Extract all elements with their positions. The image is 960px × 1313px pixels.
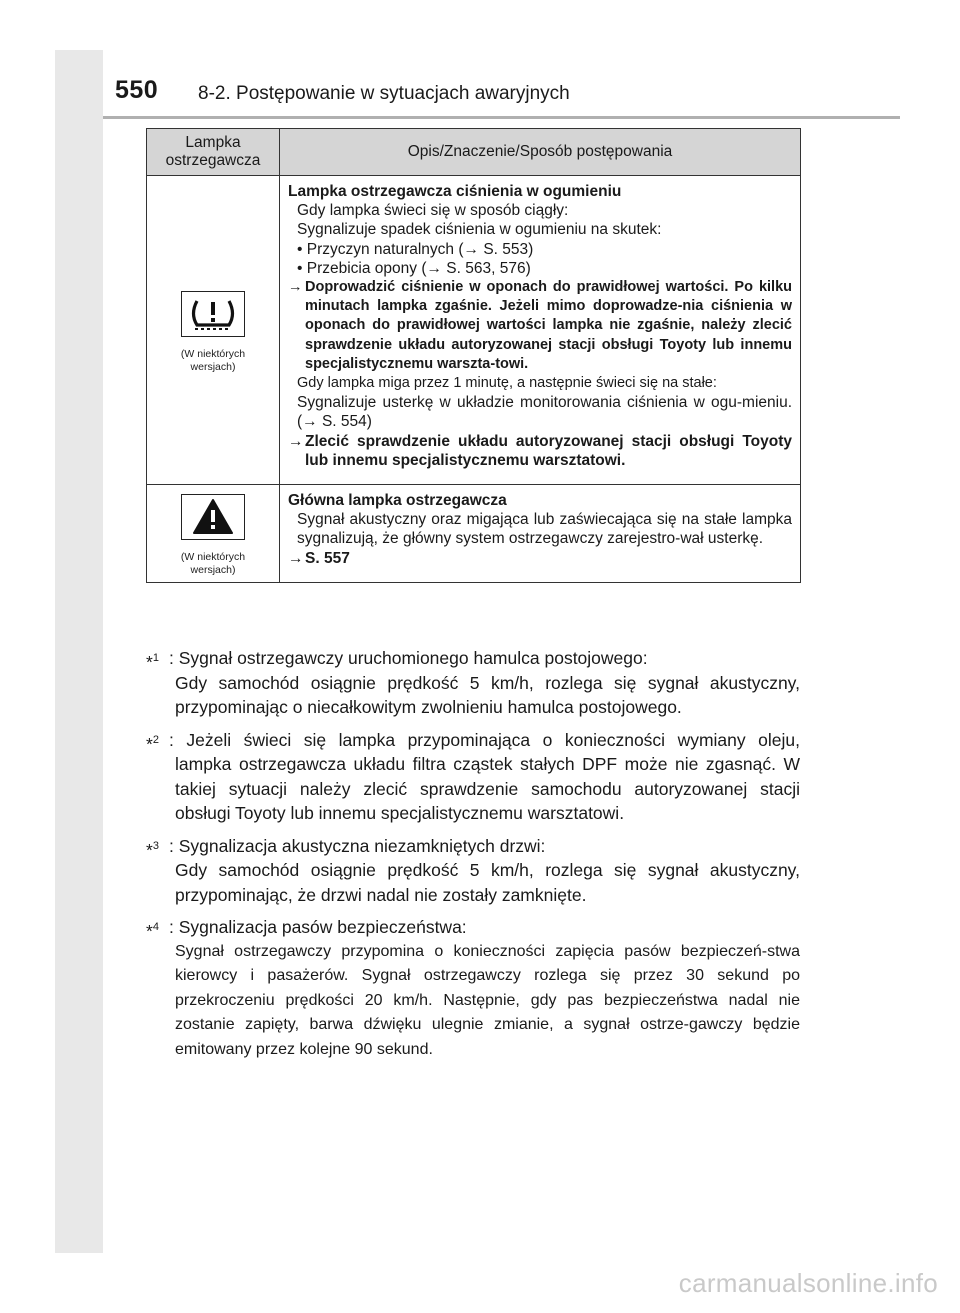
page-reference (288, 549, 792, 568)
footnote-heading: : Sygnalizacja pasów bezpieczeństwa: (169, 917, 467, 937)
action-instruction (288, 432, 792, 470)
column-header-lamp: Lampka ostrzegawcza (147, 129, 280, 176)
footnote-mark: *$^3$ (146, 839, 159, 860)
master-warning-triangle-icon (181, 494, 245, 540)
footnote-mark: *$^2$ (146, 733, 159, 754)
row-title: Lampka ostrzegawcza ciśnienia w ogumieniu (288, 183, 622, 200)
action-text: Zlecić sprawdzenie układu autoryzowanej stacji obsługi Toyoty lub innemu specjalistycznemu warsztatowi. (305, 432, 792, 469)
warning-light-table (146, 128, 801, 583)
footnote (146, 834, 800, 908)
meaning-text: Sygnalizuje usterkę w układzie monitorowania ciśnienia w ogu-mieniu. (→ S. 554) (297, 394, 792, 431)
bullet-item: • Przyczyn naturalnych (→ S. 553) (297, 240, 534, 258)
table-header-row (147, 129, 801, 176)
footnote (146, 646, 800, 720)
arrow-icon: → (288, 549, 304, 567)
column-header-description: Opis/Znaczenie/Sposób postępowania (280, 129, 801, 176)
footnote-heading: : Sygnał ostrzegawczy uruchomionego hamulca postojowego: (169, 648, 648, 668)
icon-cell (147, 485, 280, 583)
action-instruction (288, 278, 792, 374)
meaning-text: Sygnalizuje spadek ciśnienia w ogumieniu na skutek: (297, 221, 662, 239)
description-cell (280, 485, 801, 583)
tire-pressure-warning-icon (181, 291, 245, 337)
footnote-body: Gdy samochód osiągnie prędkość 5 km/h, rozlega się sygnał akustyczny, przypominając, że drzwi nadal nie zostały zamknięte. (175, 860, 800, 905)
table-row (147, 176, 801, 485)
page-header (103, 50, 900, 119)
icon-note: (W niektórych wersjach) (180, 347, 246, 373)
footnote-mark: *$^4$ (146, 920, 159, 941)
description-cell (280, 176, 801, 485)
side-tab-strip (55, 50, 103, 1253)
footnote-body: lampka ostrzegawcza układu filtra cząstek stałych DPF może nie zgasnąć. W takiej sytuacji należy zlecić sprawdzenie samochodu autoryzowanej stacji obsługi Toyoty lub innemu specjalistycznemu warsztatowi. (175, 754, 800, 823)
condition-steady: Gdy lampka świeci się w sposób ciągły: (297, 202, 569, 220)
footnote-heading: : Jeżeli świeci się lampka przypominająca o konieczności wymiany oleju, (169, 729, 800, 750)
arrow-icon: → (288, 279, 303, 296)
icon-cell (147, 176, 280, 485)
footnote-body: Sygnał ostrzegawczy przypomina o konieczności zapięcia pasów bezpieczeń-stwa kierowcy i pasażerów. Sygnał ostrzegawczy rozlega się przez 30 sekund po przekroczeniu prędkości 20 km/h. Następnie, gdy pas bezpieczeństwa nadal nie zostanie zapięty, barwa dźwięku ulegnie zmianie, a sygnał ostrze-gawczy będzie emitowany przez kolejne 90 sekund. (175, 942, 800, 1058)
footnotes (146, 646, 800, 1070)
footnote-heading: : Sygnalizacja akustyczna niezamkniętych drzwi: (169, 835, 546, 856)
footnote (146, 728, 800, 826)
reference-text: S. 557 (305, 549, 350, 567)
section-title: 8-2. Postępowanie w sytuacjach awaryjnych (198, 83, 570, 104)
table-row (147, 485, 801, 583)
action-text: Doprowadzić ciśnienie w oponach do prawidłowej wartości. Po kilku minutach lampka zgaśnie. Jeżeli mimo doprowadze-nia ciśnienia w oponach do prawidłowej wartości lampka nie zgaśnie, należy zlecić sprawdzenie układu autoryzowanej stacji obsługi Toyoty lub innemu specjalistycznemu warszta-towi. (305, 279, 792, 372)
row-title: Główna lampka ostrzegawcza (288, 492, 507, 510)
watermark: carmanualsonline.info (678, 1268, 938, 1298)
arrow-icon: → (288, 432, 304, 450)
page-number: 550 (115, 76, 159, 104)
condition-blinking: Gdy lampka miga przez 1 minutę, a następnie świeci się na stałe: (297, 375, 717, 392)
footnote-mark: *$^1$ (146, 651, 159, 672)
footnote (146, 915, 800, 1062)
meaning-text: Sygnał akustyczny oraz migająca lub zaświecająca się na stałe lampka sygnalizują, że główny system ostrzegawczy zarejestro-wał usterkę. (297, 511, 792, 548)
footnote-body: Gdy samochód osiągnie prędkość 5 km/h, rozlega się sygnał akustyczny, przypominając o niecałkowitym zwolnieniu hamulca postojowego. (175, 672, 800, 717)
icon-note: (W niektórych wersjach) (180, 550, 246, 576)
bullet-item: • Przebicia opony (→ S. 563, 576) (297, 259, 531, 277)
